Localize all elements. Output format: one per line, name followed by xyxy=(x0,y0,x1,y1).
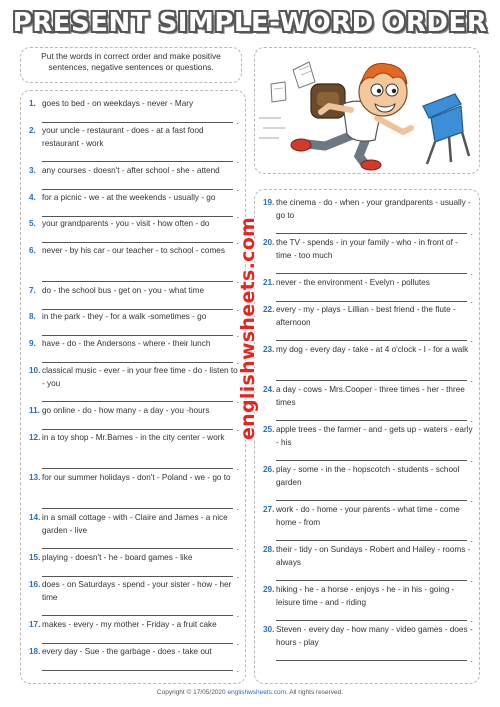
exercise-item xyxy=(29,338,241,351)
answer-line[interactable] xyxy=(42,242,233,243)
answer-line[interactable] xyxy=(276,500,467,501)
item-words: do - the school bus - get on - you - what time xyxy=(42,286,205,295)
exercise-item xyxy=(29,98,241,111)
exercise-item xyxy=(263,544,475,569)
item-words: playing - doesn't - he - board games - like xyxy=(42,553,193,562)
answer-line[interactable] xyxy=(276,301,467,302)
exercise-item xyxy=(29,192,241,205)
item-words: your uncle - restaurant - does - at a fast food restaurant - work xyxy=(42,126,204,148)
answer-line[interactable] xyxy=(42,122,233,123)
answer-line[interactable] xyxy=(42,615,233,616)
answer-line[interactable] xyxy=(276,340,467,341)
item-words: your grandparents - you - visit - how often - do xyxy=(42,219,210,228)
exercise-item xyxy=(29,432,241,445)
instructions-text: Put the words in correct order and make positive sentences, negative sentences or questions. xyxy=(41,51,221,72)
answer-line[interactable] xyxy=(42,161,233,162)
item-number: 3. xyxy=(29,166,36,175)
item-number: 19. xyxy=(263,198,275,207)
item-number: 21. xyxy=(263,278,275,287)
copyright-footer xyxy=(0,689,500,696)
item-words: have - do - the Andersons - where - their lunch xyxy=(42,339,211,348)
item-number: 27. xyxy=(263,505,275,514)
flying-paper-icon xyxy=(293,62,315,88)
site-watermark: englishwsheets.com xyxy=(237,216,259,440)
item-number: 17. xyxy=(29,620,41,629)
exercise-item xyxy=(29,245,241,258)
item-number: 12. xyxy=(29,433,41,442)
backpack-icon xyxy=(311,84,345,118)
exercise-item xyxy=(29,552,241,565)
answer-line[interactable] xyxy=(276,660,467,661)
answer-line[interactable] xyxy=(42,576,233,577)
answer-line[interactable] xyxy=(276,620,467,621)
item-number: 11. xyxy=(29,406,40,415)
exercise-item xyxy=(29,125,241,150)
item-words: a day - cows - Mrs.Cooper - three times - her - three times xyxy=(276,385,465,407)
item-number: 7. xyxy=(29,286,36,295)
answer-line[interactable] xyxy=(42,670,233,671)
item-number: 5. xyxy=(29,219,36,228)
instructions-box xyxy=(20,47,242,83)
answer-line[interactable] xyxy=(42,362,233,363)
right-exercise-column xyxy=(254,189,480,684)
item-number: 15. xyxy=(29,553,41,562)
exercise-item xyxy=(263,424,475,449)
item-words: in a toy shop - Mr.Barnes - in the city center - work xyxy=(42,433,225,442)
copyright-text: Copyright © 17/05/2020 xyxy=(156,689,226,696)
running-boy-illustration xyxy=(255,48,480,174)
left-exercise-column xyxy=(20,90,246,684)
item-words: does - on Saturdays - spend - your sister - how - her time xyxy=(42,580,232,602)
exercise-item xyxy=(263,237,475,262)
boy-head-icon xyxy=(359,63,407,116)
exercise-item xyxy=(263,504,475,529)
exercise-item xyxy=(29,472,241,485)
answer-line[interactable] xyxy=(42,429,233,430)
exercise-item xyxy=(29,405,241,418)
item-number: 10. xyxy=(29,366,41,375)
item-words: for a picnic - we - at the weekends - usually - go xyxy=(42,193,216,202)
answer-line[interactable] xyxy=(276,233,467,234)
item-number: 26. xyxy=(263,465,275,474)
falling-chair-icon xyxy=(423,94,469,164)
answer-line[interactable] xyxy=(42,401,233,402)
item-words: my dog - every day - take - at 4 o'clock - I - for a walk xyxy=(276,345,469,354)
answer-line[interactable] xyxy=(42,309,233,310)
item-number: 6. xyxy=(29,246,36,255)
item-words: go online - do - how many - a day - you -hours xyxy=(42,406,210,415)
item-words: goes to bed - on weekdays - never - Mary xyxy=(42,99,194,108)
illustration-box xyxy=(254,47,480,174)
answer-line[interactable] xyxy=(42,548,233,549)
item-words: for our summer holidays - don't - Poland - we - go to xyxy=(42,473,231,482)
exercise-item xyxy=(263,344,475,357)
item-words: play - some - in the - hopscotch - students - school garden xyxy=(276,465,460,487)
item-number: 2. xyxy=(29,126,36,135)
exercise-item xyxy=(29,512,241,537)
answer-line[interactable] xyxy=(276,460,467,461)
item-words: their - tidy - on Sundays - Robert and Hailey - rooms - always xyxy=(276,545,471,567)
item-words: Steven - every day - how many - video games - does - hours - play xyxy=(276,625,473,647)
item-number: 25. xyxy=(263,425,275,434)
item-words: apple trees - the farmer - and - gets up - waters - early - his xyxy=(276,425,473,447)
answer-line[interactable] xyxy=(276,420,467,421)
item-words: never - the environment - Evelyn - pollutes xyxy=(276,278,430,287)
exercise-item xyxy=(29,311,241,324)
answer-line[interactable] xyxy=(276,273,467,274)
answer-line[interactable] xyxy=(276,540,467,541)
item-number: 20. xyxy=(263,238,275,247)
exercise-item xyxy=(29,646,241,659)
item-number: 29. xyxy=(263,585,275,594)
answer-line[interactable] xyxy=(42,643,233,644)
exercise-item xyxy=(263,197,475,222)
answer-line[interactable] xyxy=(42,189,233,190)
item-words: never - by his car - our teacher - to school - comes xyxy=(42,246,225,255)
item-words: every day - Sue - the garbage - does - take out xyxy=(42,647,212,656)
exercise-item xyxy=(29,165,241,178)
item-number: 18. xyxy=(29,647,41,656)
item-words: work - do - home - your parents - what time - come home - from xyxy=(276,505,460,527)
item-number: 1. xyxy=(29,99,36,108)
page-title: PRESENT SIMPLE-WORD ORDER xyxy=(12,8,488,38)
answer-line[interactable] xyxy=(42,335,233,336)
exercise-item xyxy=(263,304,475,329)
item-words: in a small cottage - with - Claire and James - a nice garden - live xyxy=(42,513,228,535)
item-words: any courses - doesn't - after school - she - attend xyxy=(42,166,220,175)
rights-text: . All rights reserved. xyxy=(286,689,344,696)
answer-line[interactable] xyxy=(42,281,233,282)
site-link[interactable]: englishwsheets.com xyxy=(227,689,287,696)
item-number: 30. xyxy=(263,625,275,634)
item-words: the TV - spends - in your family - who - in front of - time - too much xyxy=(276,238,458,260)
item-number: 8. xyxy=(29,312,36,321)
item-words: every - my - plays - Lillian - best friend - the flute - afternoon xyxy=(276,305,456,327)
item-number: 24. xyxy=(263,385,275,394)
item-words: the cinema - do - when - your grandparents - usually - go to xyxy=(276,198,471,220)
answer-line[interactable] xyxy=(276,580,467,581)
answer-line[interactable] xyxy=(276,380,467,381)
exercise-item xyxy=(29,579,241,604)
exercise-item xyxy=(29,218,241,231)
item-number: 28. xyxy=(263,545,275,554)
exercise-item xyxy=(263,277,475,290)
item-words: in the park - they - for a walk -sometimes - go xyxy=(42,312,207,321)
exercise-item xyxy=(263,624,475,649)
item-number: 4. xyxy=(29,193,36,202)
exercise-item xyxy=(263,384,475,409)
item-number: 23. xyxy=(263,345,275,354)
exercise-item xyxy=(263,584,475,609)
answer-line[interactable] xyxy=(42,508,233,509)
exercise-item xyxy=(29,619,241,632)
item-number: 9. xyxy=(29,339,36,348)
answer-line[interactable] xyxy=(42,216,233,217)
exercise-item xyxy=(29,365,241,390)
item-words: makes - every - my mother - Friday - a fruit cake xyxy=(42,620,217,629)
exercise-item xyxy=(29,285,241,298)
item-number: 22. xyxy=(263,305,275,314)
item-number: 14. xyxy=(29,513,41,522)
answer-line[interactable] xyxy=(42,468,233,469)
exercise-item xyxy=(263,464,475,489)
item-words: classical music - ever - in your free time - do - listen to - you xyxy=(42,366,238,388)
item-number: 13. xyxy=(29,473,41,482)
item-number: 16. xyxy=(29,580,41,589)
item-words: hiking - he - a horse - enjoys - he - in his - going - leisure time - and - riding xyxy=(276,585,455,607)
